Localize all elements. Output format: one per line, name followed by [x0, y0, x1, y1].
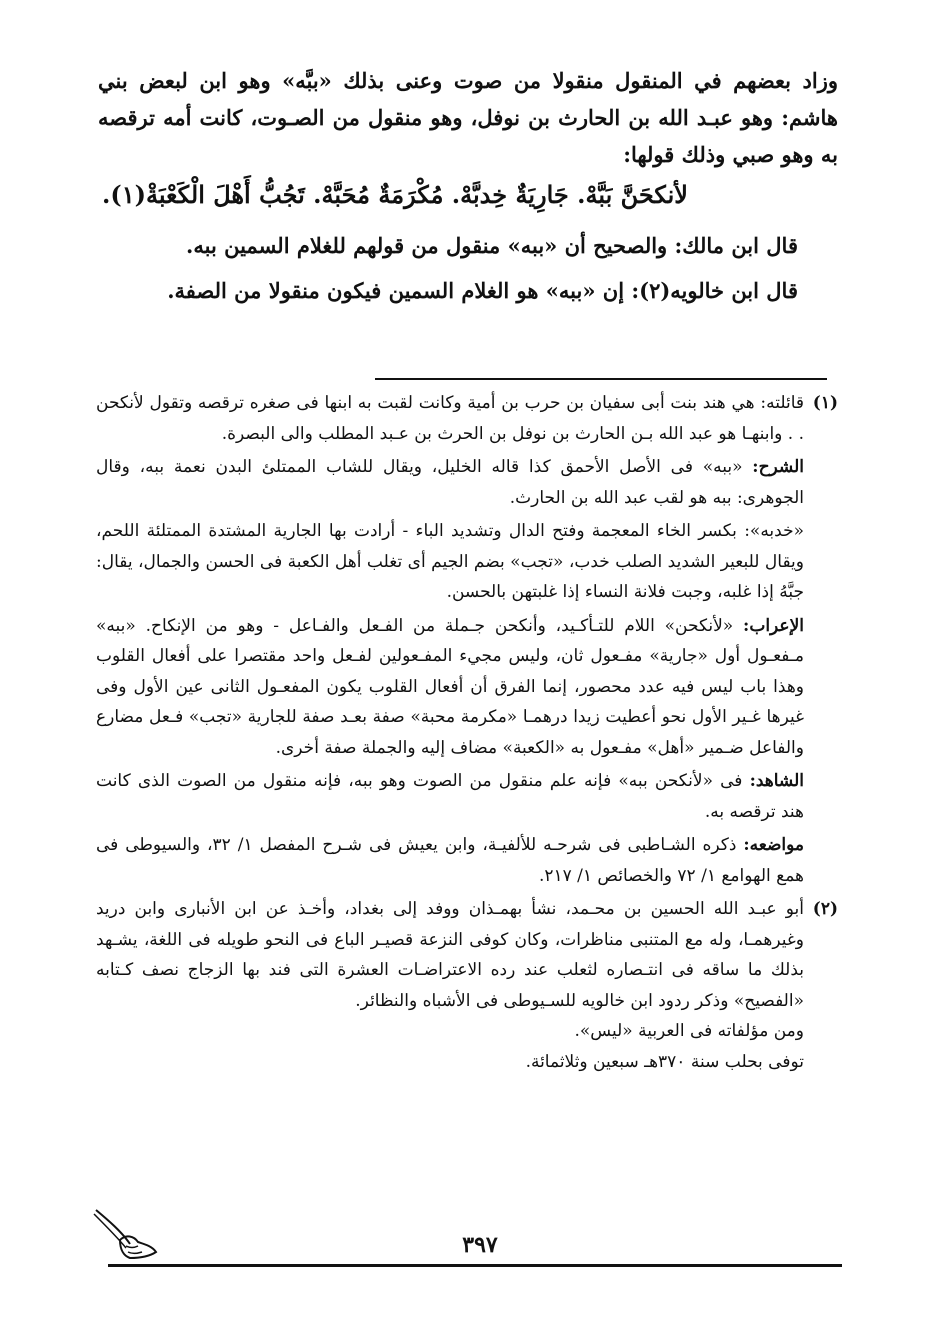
quote-ibn-khalawayh: قال ابن خالويه(٢): إن «ببه» هو الغلام السمين فيكون منقولا من الصفة. — [167, 278, 798, 303]
footnote-text: «لأنكحن» اللام للتـأكـيد، وأنكحن جـملة من الفـعل والفـاعل - وهو من الإنكاح. «ببه» مـفعـول أول «جارية» مفـعول ثان، وليس مجيء المفـعولين لفـعل واحد مقتصرا على أفعال القلوب وهذا باب ليس فيه عدد محصور، إنما الفرق أن أفعال القلوب يكون المفعـول الثانى عين الأول وفى غيرها غـير الأول نحو أعطيت زيدا درهمـا «مكرمة محبة» صفة بعـد صفة للجارية «تجب» فـعل مضارع والفاعل ضـمير «أهل» مفـعول به «الكعبة» مضاف إليه والجملة صفة أخرى. — [96, 615, 804, 758]
bottom-rule — [108, 1264, 842, 1267]
footnote-2 — [96, 894, 838, 1077]
footnote-paragraph: توفى بحلب سنة ٣٧٠هـ سبعين وثلاثمائة. — [525, 1051, 804, 1072]
footnote-number: (٢) — [812, 899, 838, 919]
main-text — [98, 62, 838, 313]
quote-ibn-malik: قال ابن مالك: والصحيح أن «ببه» منقول من قولهم للغلام السمين ببه. — [186, 233, 798, 258]
footnote-text: «ببه» فى الأصل الأحمق كذا قاله الخليل، ويقال للشاب الممتلئ البدن نعمة ببه، وقال الجوهرى: ببه هو لقب عبد الله بن الحارث. — [96, 457, 804, 508]
footnotes — [96, 388, 838, 1077]
footnote-body — [96, 894, 804, 1077]
page-number: ٣٩٧ — [462, 1232, 498, 1258]
footnote-paragraph — [96, 611, 804, 764]
footnote-paragraph: أبو عبـد الله الحسين بن محـمد، نشأ بهمـذان ووفد إلى بغداد، وأخـذ عن ابن الأنبارى وابن دريد وغيرهمـا، وله مع المتنبى مناظرات، وكان كوفى النزعة قصيـر الباع فى النحو طويله فى اللغة، يشـهد بذلك ما ساقه فى انتـصاره لثعلب عند رده الاعتراضـات العشرة التى فند بها الزجاج نصف كـتابه «الفصيح» وذكر ردود ابن خالويه للسـيوطى فى الأشباه والنظائر. — [96, 899, 804, 1011]
footnote-label: الشاهد: — [749, 771, 804, 791]
footnote-body — [96, 388, 804, 894]
footnote-label: الشرح: — [752, 457, 804, 477]
hand-quill-icon — [90, 1204, 162, 1266]
footnote-paragraph: ومن مؤلفاته فى العربية «ليس». — [574, 1021, 804, 1041]
footnote-paragraph — [96, 766, 804, 827]
verse-line: لأنكحَنَّ بَبَّهْ. جَارِيَةٌ خِدبَّهْ. مُكْرَمَةٌ مُحَبَّهْ. تَجُبُّ أَهْلَ الْكَعْبَةْ(١). — [101, 180, 688, 209]
footnote-divider — [375, 378, 827, 380]
footnote-paragraph: قائلته: هي هند بنت أبى سفيان بن حرب بن أمية وكانت لقبت به ابنها فى صغره ترقصه وتقول لأنكحن . . وابنهـا هو عبد الله بـن الحارث بن نوفل بن الحرث بن عـبد المطلب والى البصرة. — [96, 393, 804, 444]
footnote-number: (١) — [812, 393, 838, 413]
footnote-paragraph: «خدبه»: بكسر الخاء المعجمة وفتح الدال وتشديد الباء - أرادت بها الجارية المشتدة الممتلئة اللحم، ويقال للبعير الشديد الصلب خدب، «تجب» بضم الجيم أى تغلب أهل الكعبة فى الحسن والجمال، يقال: جبَّهُ إذا غلبه، وجبت فلانة النساء إذا غلبتهن بالحسن. — [96, 521, 804, 602]
intro-paragraph: وزاد بعضهم في المنقول منقولا من صوت وعنى بذلك «ببَّه» وهو ابن لبعض بني هاشم: وهو عبـد الله بن الحارث بن نوفل، وهو منقول من الصـوت، كانت أمه ترقصه به وهو صبي وذلك قولها: — [98, 68, 838, 167]
footnote-paragraph — [96, 452, 804, 513]
footnote-1 — [96, 388, 838, 894]
footnote-paragraph — [96, 830, 804, 891]
footnote-text: فى «لأنكحن ببه» فإنه علم منقول من الصوت وهو ببه، فإنه منقول من الصوت الذى كانت هند ترقصه به. — [96, 771, 804, 822]
footnote-text: ذكره الشـاطبى فى شرحـه للألفيـة، وابن يعيش فى شـرح المفصل ١/ ٣٢، والسيوطى فى همع الهوامع ١/ ٧٢ والخصائص ١/ ٢١٧. — [96, 835, 804, 886]
footnote-label: مواضعه: — [743, 835, 805, 855]
footnote-label: الإعراب: — [743, 615, 804, 636]
